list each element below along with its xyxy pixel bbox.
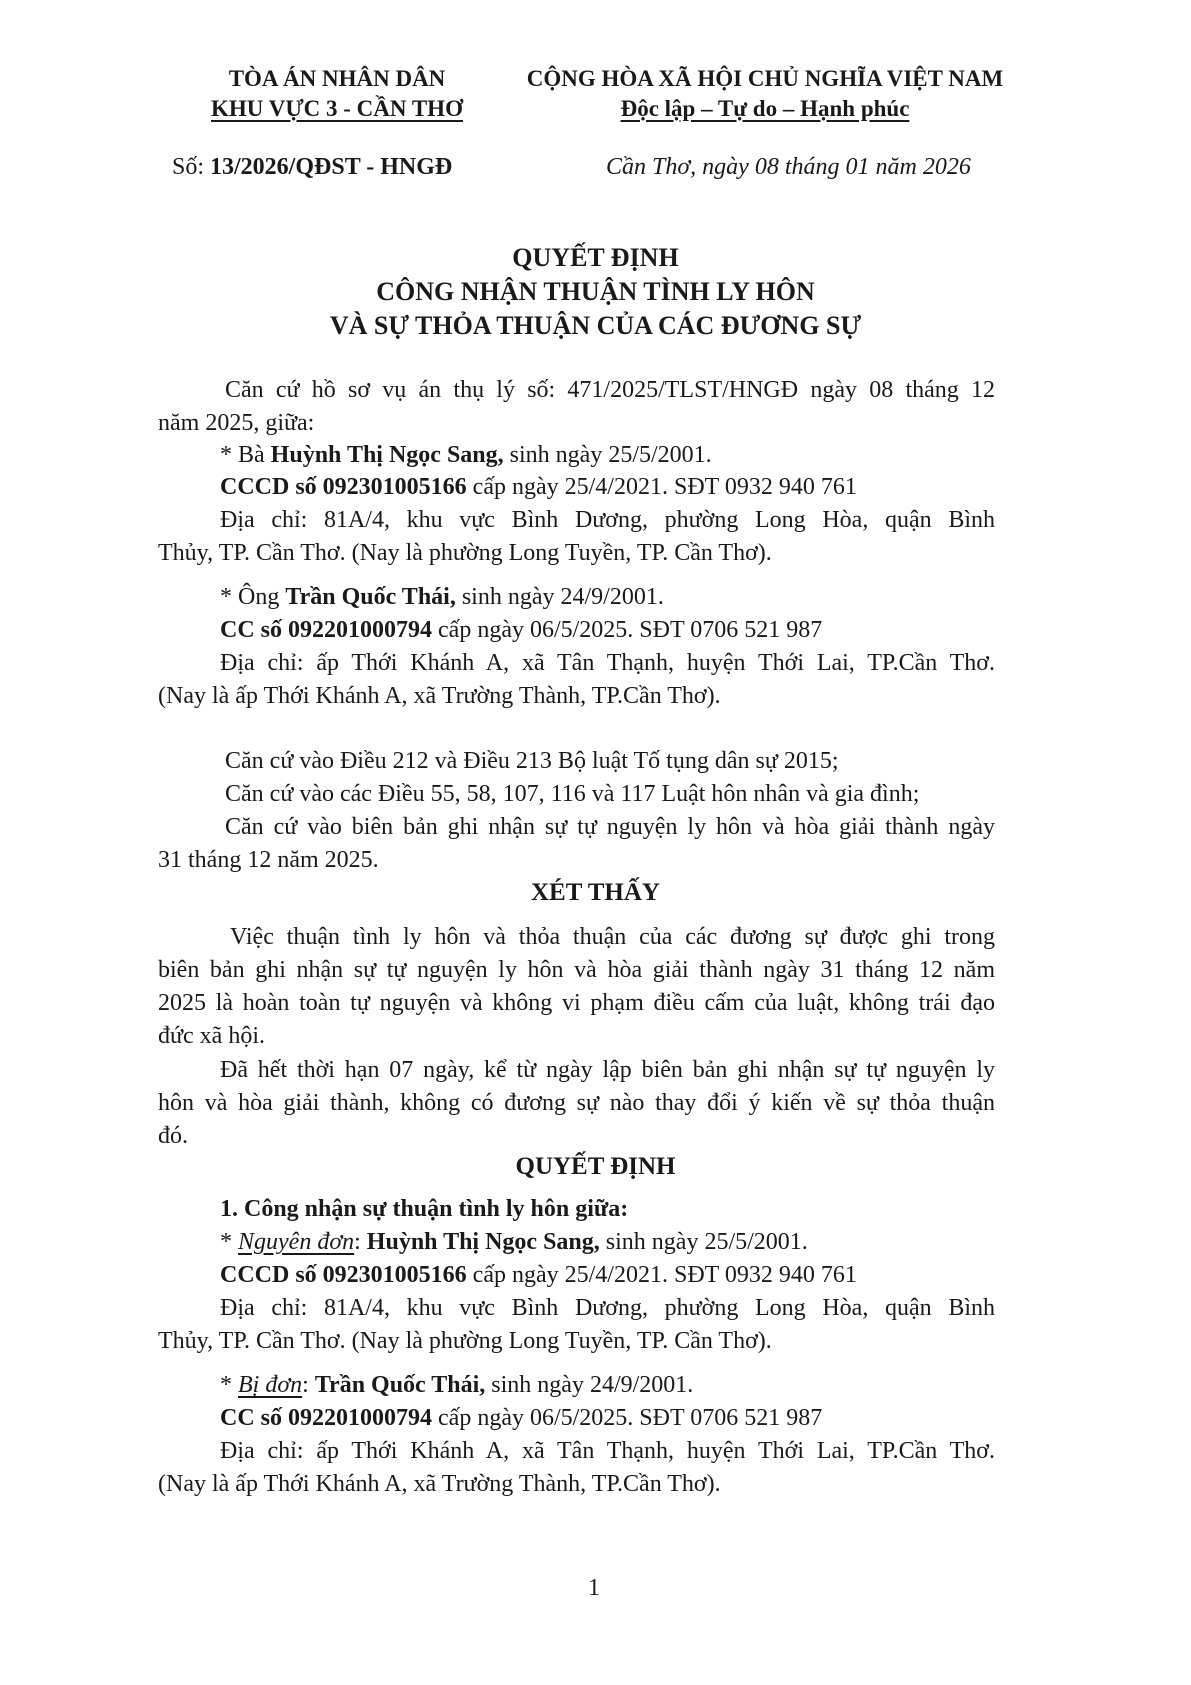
decision-item-1: 1. Công nhận sự thuận tình ly hôn giữa: bbox=[220, 1196, 629, 1222]
decision-number: Số: 13/2026/QĐST - HNGĐ bbox=[172, 154, 453, 180]
findings-para1-line2: biên bản ghi nhận sự tự nguyện ly hôn và hòa giải thành ngày 31 tháng 12 năm bbox=[158, 957, 995, 983]
party1-address-cont: Thủy, TP. Cần Thơ. (Nay là phường Long Tuyền, TP. Cần Thơ). bbox=[158, 540, 772, 566]
findings-heading: XÉT THẤY bbox=[531, 879, 660, 906]
case-intro: Căn cứ hồ sơ vụ án thụ lý số: 471/2025/TLST/HNGĐ ngày 08 tháng 12 bbox=[225, 377, 995, 403]
findings-para2-line2: hôn và hòa giải thành, không có đương sự nào thay đổi ý kiến về sự thỏa thuận bbox=[158, 1090, 995, 1116]
findings-para1-line4: đức xã hội. bbox=[158, 1023, 265, 1049]
party1-address: Địa chỉ: 81A/4, khu vực Bình Dương, phường Long Hòa, quận Bình bbox=[220, 507, 995, 533]
place-date: Cần Thơ, ngày 08 tháng 01 năm 2026 bbox=[606, 154, 971, 180]
party2-name-line: * Ông Trần Quốc Thái, sinh ngày 24/9/2001. bbox=[220, 584, 664, 610]
party1-id-line: CCCD số 092301005166 cấp ngày 25/4/2021. SĐT 0932 940 761 bbox=[220, 474, 857, 500]
nation-title: CỘNG HÒA XÃ HỘI CHỦ NGHĨA VIỆT NAM bbox=[526, 66, 1004, 91]
plaintiff-address: Địa chỉ: 81A/4, khu vực Bình Dương, phường Long Hòa, quận Bình bbox=[220, 1295, 995, 1321]
legal-basis-1: Căn cứ vào Điều 212 và Điều 213 Bộ luật Tố tụng dân sự 2015; bbox=[225, 748, 839, 774]
legal-basis-3-cont: 31 tháng 12 năm 2025. bbox=[158, 847, 379, 873]
findings-para2-line3: đó. bbox=[158, 1123, 188, 1149]
defendant-id-line: CC số 092201000794 cấp ngày 06/5/2025. SĐT 0706 521 987 bbox=[220, 1405, 823, 1431]
party2-id-line: CC số 092201000794 cấp ngày 06/5/2025. SĐT 0706 521 987 bbox=[220, 617, 823, 643]
title-line-1: QUYẾT ĐỊNH bbox=[512, 243, 679, 272]
case-intro-cont: năm 2025, giữa: bbox=[158, 410, 315, 436]
court-region: KHU VỰC 3 - CẦN THƠ bbox=[211, 96, 463, 121]
decision-heading: QUYẾT ĐỊNH bbox=[515, 1153, 676, 1180]
findings-para2-line1: Đã hết thời hạn 07 ngày, kể từ ngày lập biên bản ghi nhận sự tự nguyện ly bbox=[220, 1057, 995, 1083]
title-line-3: VÀ SỰ THỎA THUẬN CỦA CÁC ĐƯƠNG SỰ bbox=[329, 311, 862, 340]
defendant-name-line: * Bị đơn: Trần Quốc Thái, sinh ngày 24/9/2001. bbox=[220, 1372, 694, 1398]
findings-para1-line1: Việc thuận tình ly hôn và thỏa thuận của các đương sự được ghi trong bbox=[230, 924, 995, 950]
defendant-address-cont: (Nay là ấp Thới Khánh A, xã Trường Thành, TP.Cần Thơ). bbox=[158, 1471, 721, 1497]
defendant-address: Địa chỉ: ấp Thới Khánh A, xã Tân Thạnh, huyện Thới Lai, TP.Cần Thơ. bbox=[220, 1438, 995, 1464]
plaintiff-id-line: CCCD số 092301005166 cấp ngày 25/4/2021. SĐT 0932 940 761 bbox=[220, 1262, 857, 1288]
nation-motto: Độc lập – Tự do – Hạnh phúc bbox=[620, 96, 910, 121]
party2-address: Địa chỉ: ấp Thới Khánh A, xã Tân Thạnh, huyện Thới Lai, TP.Cần Thơ. bbox=[220, 650, 995, 676]
legal-basis-3: Căn cứ vào biên bản ghi nhận sự tự nguyện ly hôn và hòa giải thành ngày bbox=[225, 814, 995, 840]
page-number: 1 bbox=[588, 1575, 600, 1601]
party2-address-cont: (Nay là ấp Thới Khánh A, xã Trường Thành, TP.Cần Thơ). bbox=[158, 683, 721, 709]
party1-name-line: * Bà Huỳnh Thị Ngọc Sang, sinh ngày 25/5/2001. bbox=[220, 442, 712, 468]
plaintiff-address-cont: Thủy, TP. Cần Thơ. (Nay là phường Long Tuyền, TP. Cần Thơ). bbox=[158, 1328, 772, 1354]
court-name: TÒA ÁN NHÂN DÂN bbox=[228, 66, 446, 91]
plaintiff-name-line: * Nguyên đơn: Huỳnh Thị Ngọc Sang, sinh ngày 25/5/2001. bbox=[220, 1229, 808, 1255]
findings-para1-line3: 2025 là hoàn toàn tự nguyện và không vi phạm điều cấm của luật, không trái đạo bbox=[158, 990, 995, 1016]
legal-basis-2: Căn cứ vào các Điều 55, 58, 107, 116 và 117 Luật hôn nhân và gia đình; bbox=[225, 781, 920, 807]
title-line-2: CÔNG NHẬN THUẬN TÌNH LY HÔN bbox=[376, 277, 815, 306]
